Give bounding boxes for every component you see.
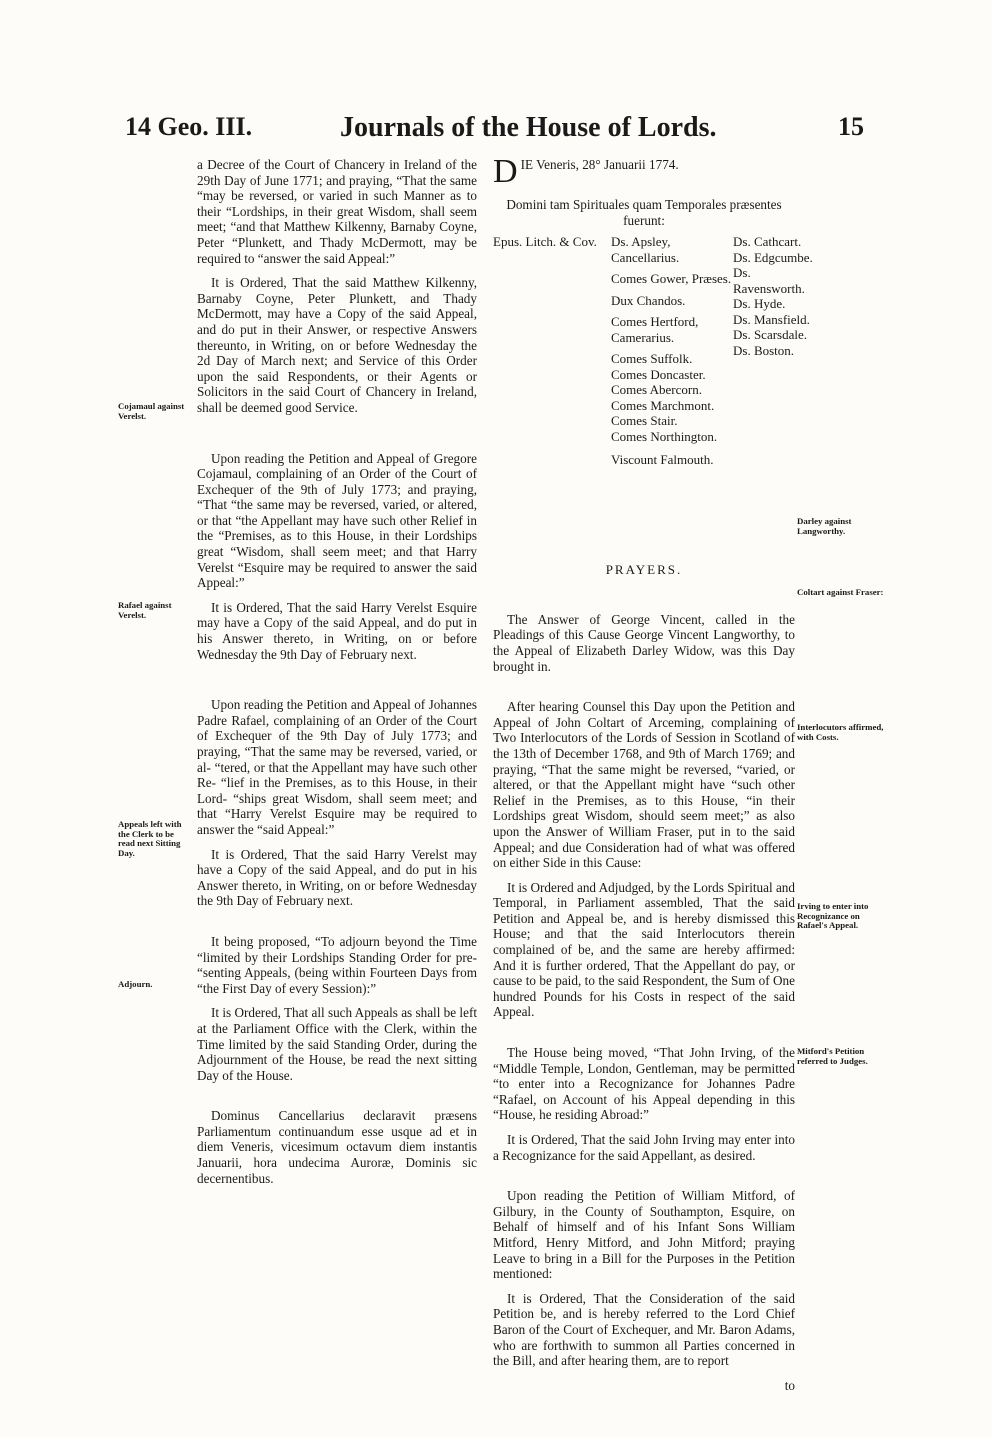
paragraph: It is Ordered, That all such Appeals as shall be left at the Parliament Office with the Clerk, within the Time limited by the said Standing Order, during the Adjournment of the House, be read the next sitting Day of the House. [197,1005,477,1083]
paragraph: It being proposed, “To adjourn beyond the Time “limited by their Lordships Standing Order for pre- “senting Appeals, (being within Fourteen Days from “the First Day of every Session):” [197,933,477,996]
paragraph: Upon reading the Petition of William Mitford, of Gilbury, in the County of Southampton, Esquire, on Behalf of himself and of his Infant Sons William Mitford, Henry Mitford, and John Mitford; praying Leave to bring in a Bill for the Purposes in the Petition mentioned: [493,1188,795,1282]
lords-present-list [493,234,813,534]
margin-note: Appeals left with the Clerk to be read next Sitting Day. [118,819,182,858]
margin-note: Adjourn. [118,979,153,989]
drop-cap: D [493,157,518,187]
paragraph: The Answer of George Vincent, called in the Pleadings of this Cause George Vincent Langworthy, to the Appeal of Elizabeth Darley Widow, was this Day brought in. [493,611,795,674]
margin-note: Coltart against Fraser: [797,587,884,597]
lord-entry: Ds. Hyde. [733,296,786,312]
prayers-heading: PRAYERS. [605,562,683,578]
lord-entry: Comes Gower, Præses. [611,271,732,287]
paragraph: Dominus Cancellarius declaravit præsens Parliamentum continuandum esse usque ad et in diem Veneris, vicesimum octavum diem instantis Januarii, hora undecima Auroræ, Dominis sic decernentibus. [197,1108,477,1186]
paragraph: It is Ordered, That the said Harry Verelst Esquire may have a Copy of the said Appeal, and do put in his Answer thereto, in Writing, on or before Wednesday the 9th Day of February next. [197,599,477,662]
bishop-entry: Epus. Litch. & Cov. [493,234,597,250]
paragraph: It is Ordered, That the said John Irving may enter into a Recognizance for the said Appellant, as desired. [493,1132,795,1163]
right-column [493,157,813,1393]
paragraph: It is Ordered, That the said Matthew Kilkenny, Barnaby Coyne, Peter Plunkett, and Thady McDermott, may have a Copy of the said Appeal, and do put in their Answer, or respective Answers thereunto, in Writing, on or before Wednesday the 2d Day of March next; and Service of this Order upon the said Respondents, or their Agents or Solicitors in the said Court of Chancery in Ireland, shall be deemed good Service. [197,275,477,415]
lord-entry: Ds. Edgcumbe. [733,249,813,265]
margin-note: Rafael against Verelst. [118,600,172,620]
paragraph: It is Ordered and Adjudged, by the Lords Spiritual and Temporal, in Parliament assembled, That the said Petition and Appeal be, and is hereby dismissed this House; and that the said Interlocutors therein complained of be, and the same are hereby affirmed: And it is further ordered, That the Appellant do pay, or cause to be paid, to the said Respondent, the Sum of One hundred Pounds for his Costs in respect of the said Appeal. [493,879,795,1020]
lord-entry: Comes Doncaster. [611,366,706,382]
margin-note: Mitford's Petition referred to Judges. [797,1046,868,1066]
paragraph: Upon reading the Petition and Appeal of Johannes Padre Rafael, complaining of an Order of the Court of Exchequer of the 9th Day of July 1773; and praying, “That the same may be reversed, varied, or al- “tered, or that the Appellant may have such other Re- “lief in the Premises, as to this House, in their Lord- “ships great Wisdom, shall seem meet; and that “Harry Verelst Esquire may be required to answer the “said Appeal:” [197,697,477,837]
lord-entry: Ds. Mansfield. [733,311,810,327]
lord-entry: Ds. Cathcart. [733,234,802,250]
lord-entry: Viscount Falmouth. [611,452,714,468]
lord-entry: Ds. Boston. [733,342,795,358]
lord-entry: Comes Marchmont. [611,397,715,413]
catchword: to [784,1377,795,1393]
sitting-date: IE Veneris, 28° Januarii 1774. [520,157,679,172]
lord-entry: Ds. Ravensworth. [733,265,805,296]
left-column [197,157,477,1195]
paragraph: After hearing Counsel this Day upon the Petition and Appeal of John Coltart of Arceming, complaining of Two Interlocutors of the Lords of Session in Scotland of the 13th of December 1768, and 9th of March 1769; and praying, “That the same might be reversed, “varied, or altered, or that the Appellant might have “such other Relief in the Premises, as to this House, “in their Lordships great Wisdom, should seem meet;” as also upon the Answer of William Fraser, put in to the said Appeal; and due Consideration had of what was offered on either Side in this Cause: [493,699,795,871]
lord-entry: Dux Chandos. [611,292,686,308]
lord-entry: Comes Hertford, Camerarius. [611,314,699,345]
paragraph: It is Ordered, That the said Harry Verelst may have a Copy of the said Appeal, and do put in his Answer thereto, in Writing, on or before Wednesday the 9th Day of February next. [197,846,477,909]
margin-note: Irving to enter into Recognizance on Rafael's Appeal. [797,901,869,930]
margin-note: Interlocutors affirmed, with Costs. [797,722,884,742]
margin-note: Cojamaul against Verelst. [118,401,185,421]
paragraph: The House being moved, “That John Irving, of the “Middle Temple, London, Gentleman, may be permitted “to enter into a Recognizance for Johannes Padre “Rafael, on Account of his Appeal depending in this “House, he residing Abroad:” [493,1045,795,1123]
lord-entry: Comes Suffolk. [611,351,693,367]
paragraph: Upon reading the Petition and Appeal of Gregore Cojamaul, complaining of an Order of the Court of Exchequer of the 9th of July 1773; and praying, “That “the same may be reversed, varied, or altered, or that “the Appellant may have such other Relief in the “Premises, as to this House, in their Lordships great “Wisdom, shall seem meet; and that Harry Verelst “Esquire may be required to answer the said Appeal:” [197,450,477,591]
margin-note: Darley against Langworthy. [797,516,852,536]
lord-entry: Comes Abercorn. [611,382,702,398]
paragraph: It is Ordered, That the Consideration of the said Petition be, and is hereby referred to the Lord Chief Baron of the Court of Exchequer, and Mr. Baron Adams, who are forthwith to summon all Parties concerned in the Bill, and after hearing them, are to report [493,1290,795,1369]
lord-entry: Ds. Scarsdale. [733,327,808,343]
lords-present-heading: Domini tam Spirituales quam Temporales præsentes fuerunt: [506,197,782,228]
page-header-left: 14 Geo. III. [125,112,253,141]
page-header-title: Journals of the House of Lords. [340,112,717,143]
lord-entry: Comes Northington. [611,428,718,444]
lord-entry: Comes Stair. [611,413,678,429]
lord-entry: Ds. Apsley, Cancellarius. [611,234,680,265]
paragraph: a Decree of the Court of Chancery in Ireland of the 29th Day of June 1771; and praying, “That the same “may be reversed, or varied in such Manner as to their “Lordships, in their great Wisdom, shall seem meet; “and that Matthew Kilkenny, Barnaby Coyne, Peter “Plunkett, and Thady McDermott, may be required to “answer the said Appeal:” [197,157,477,266]
page-number: 15 [838,112,864,141]
